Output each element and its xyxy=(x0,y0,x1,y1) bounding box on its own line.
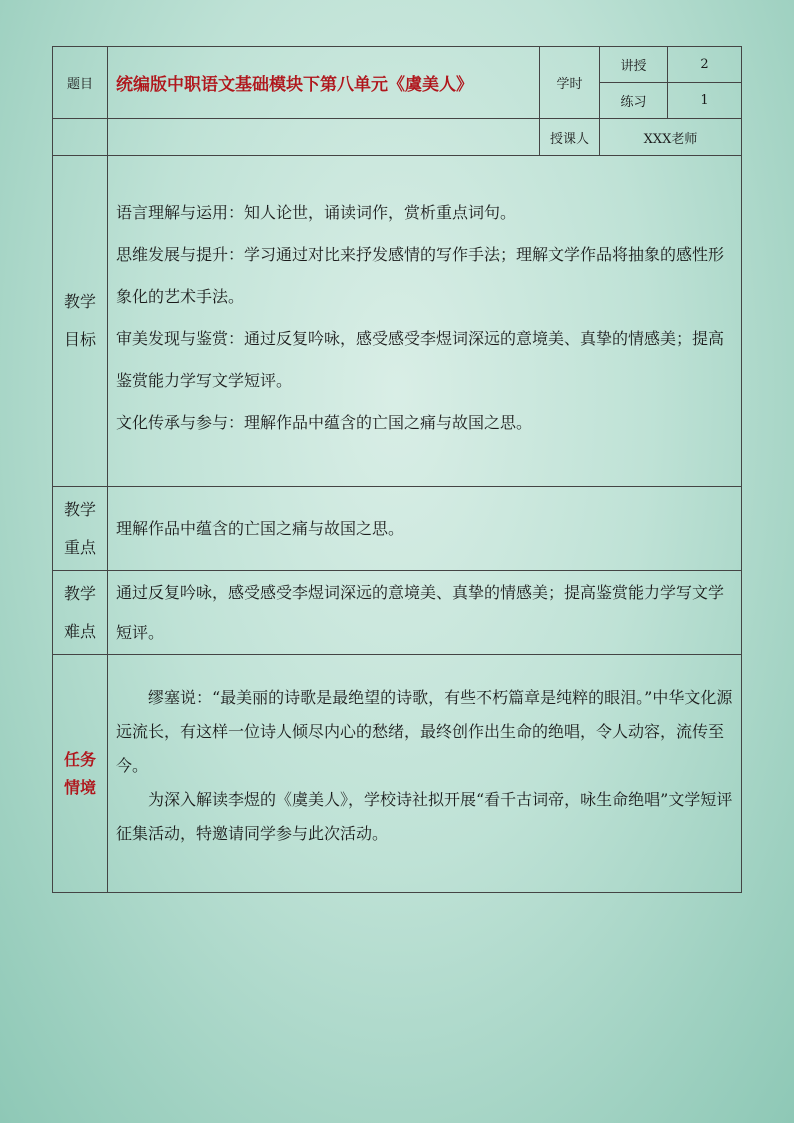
header-blank-left xyxy=(53,119,108,156)
teacher-value: XXX老师 xyxy=(600,119,742,156)
lesson-plan-page xyxy=(52,46,741,893)
header-blank-title xyxy=(108,119,540,156)
objective-item: 语言理解与运用：知人论世，诵读词作，赏析重点词句。 xyxy=(116,203,517,222)
hours-label: 学时 xyxy=(540,47,600,119)
task-paragraph: 为深入解读李煜的《虞美人》，学校诗社拟开展“看千古词帝，咏生命绝唱”文学短评征集活动，特邀请同学参与此次活动。 xyxy=(116,790,733,843)
difficulties-label-line2: 难点 xyxy=(63,621,96,641)
practice-value: 1 xyxy=(668,83,742,119)
task-label xyxy=(53,655,108,893)
objectives-label-line2: 目标 xyxy=(63,330,96,349)
lesson-plan-table xyxy=(52,46,742,893)
lecture-label: 讲授 xyxy=(600,47,668,83)
difficulties-label-line1: 教学 xyxy=(63,583,96,603)
objectives-content xyxy=(108,156,742,487)
objectives-label-line1: 教学 xyxy=(63,292,96,311)
teacher-label: 授课人 xyxy=(540,119,600,156)
difficulties-content xyxy=(108,571,742,655)
lesson-title: 统编版中职语文基础模块下第八单元《虞美人》 xyxy=(108,47,540,119)
key-points-label-line2: 重点 xyxy=(63,537,96,557)
objective-item: 审美发现与鉴赏：通过反复吟咏，感受感受李煜词深远的意境美、真挚的情感美；提高鉴赏能力学写文学短评。 xyxy=(116,329,725,390)
key-points-label-line1: 教学 xyxy=(63,499,96,519)
objective-item: 思维发展与提升：学习通过对比来抒发感情的写作手法；理解文学作品将抽象的感性形象化的艺术手法。 xyxy=(116,245,725,306)
objectives-label xyxy=(53,156,108,487)
lecture-value: 2 xyxy=(668,47,742,83)
difficulties-label xyxy=(53,571,108,655)
topic-label: 题目 xyxy=(53,47,108,119)
task-label-line2: 情境 xyxy=(63,777,96,797)
task-paragraph: 缪塞说：“最美丽的诗歌是最绝望的诗歌，有些不朽篇章是纯粹的眼泪。”中华文化源远流长，有这样一位诗人倾尽内心的愁绪，最终创作出生命的绝唱，令人动容，流传至今。 xyxy=(116,688,733,775)
difficulties-text: 通过反复吟咏，感受感受李煜词深远的意境美、真挚的情感美；提高鉴赏能力学写文学短评。 xyxy=(116,582,725,642)
practice-label: 练习 xyxy=(600,83,668,119)
task-content xyxy=(108,655,742,893)
key-points-label xyxy=(53,487,108,571)
task-label-line1: 任务 xyxy=(63,749,96,769)
key-points-content xyxy=(108,487,742,571)
key-points-text: 理解作品中蕴含的亡国之痛与故国之思。 xyxy=(116,518,405,538)
objective-item: 文化传承与参与：理解作品中蕴含的亡国之痛与故国之思。 xyxy=(116,413,533,432)
